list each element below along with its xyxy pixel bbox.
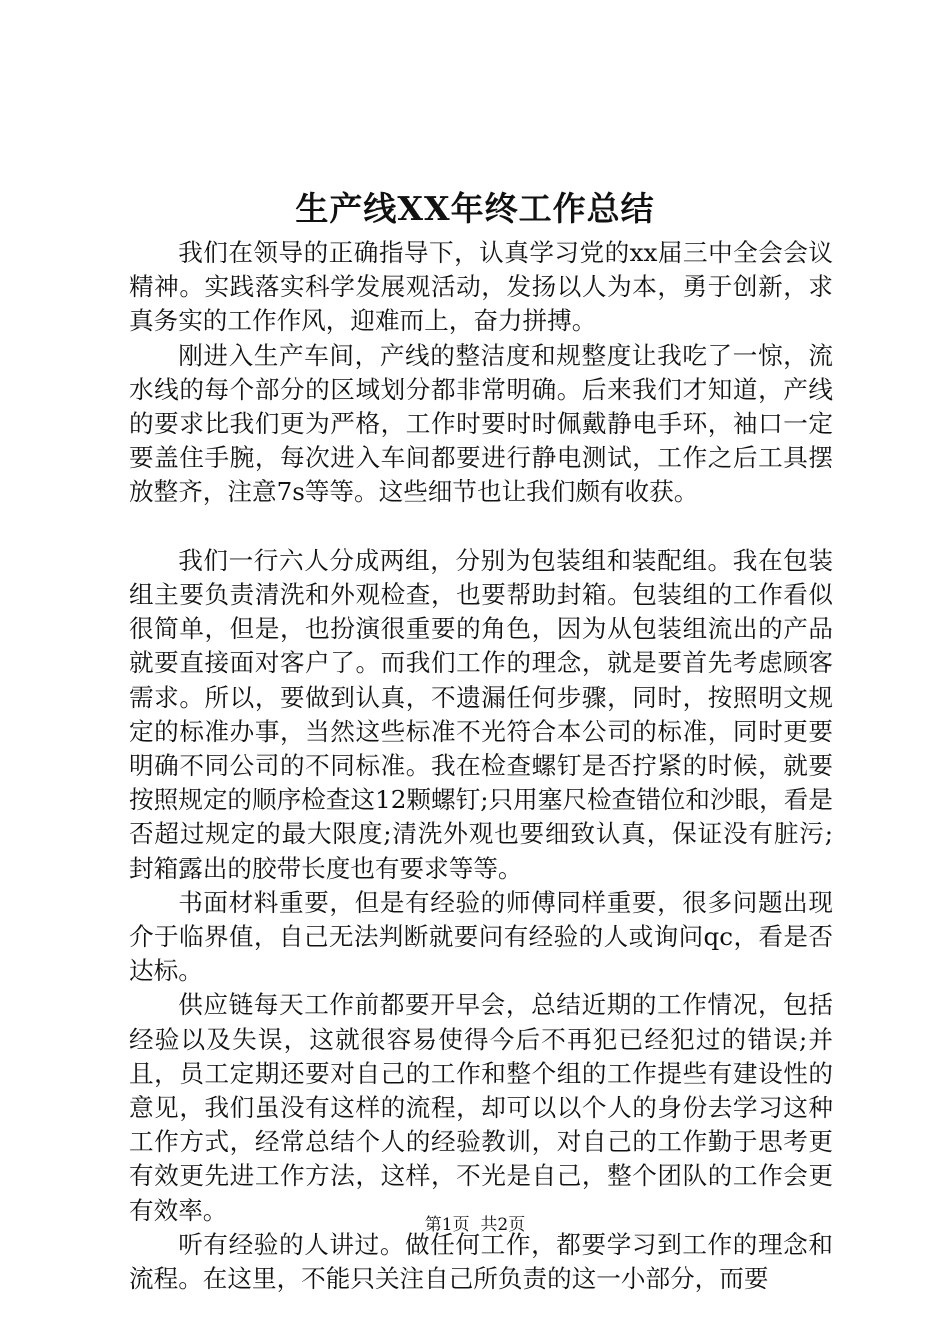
paragraph-5: 供应链每天工作前都要开早会，总结近期的工作情况，包括经验以及失误，这就很容易使得今后不再犯已经犯过的错误;并且，员工定期还要对自己的工作和整个组的工作提些有建设性的意见，我们虽没有这样的流程，却可以以个人的身份去学习这种工作方式，经常总结个人的经验教训，对自己的工作勤于思考更有效更先进工作方法，这样，不光是自己，整个团队的工作会更有效率。 (129, 990, 833, 1225)
paragraph-1: 我们在领导的正确指导下，认真学习党的xx届三中全会会议精神。实践落实科学发展观活动，发扬以人为本，勇于创新，求真务实的工作作风，迎难而上，奋力拼搏。 (129, 238, 833, 336)
paragraph-3: 我们一行六人分成两组，分别为包装组和装配组。我在包装组主要负责清洗和外观检查，也要帮助封箱。包装组的工作看似很简单，但是，也扮演很重要的角色，因为从包装组流出的产品就要直接面对客户了。而我们工作的理念，就是要首先考虑顾客需求。所以，要做到认真，不遗漏任何步骤，同时，按照明文规定的标准办事，当然这些标准不光符合本公司的标准，同时更要明确不同公司的不同标准。我在检查螺钉是否拧紧的时候，就要按照规定的顺序检查这12颗螺钉;只用塞尺检查错位和沙眼，看是否超过规定的最大限度;清洗外观也要细致认真，保证没有脏污;封箱露出的胶带长度也有要求等等。 (129, 545, 833, 883)
document-title: 生产线XX年终工作总结 (295, 189, 655, 228)
paragraph-4: 书面材料重要，但是有经验的师傅同样重要，很多问题出现介于临界值，自己无法判断就要问有经验的人或询问qc，看是否达标。 (129, 887, 833, 986)
paragraph-2: 刚进入生产车间，产线的整洁度和规整度让我吃了一惊，流水线的每个部分的区域划分都非常明确。后来我们才知道，产线的要求比我们更为严格，工作时要时时佩戴静电手环，袖口一定要盖住手腕，每次进入车间都要进行静电测试，工作之后工具摆放整齐，注意7s等等。这些细节也让我们颇有收获。 (129, 340, 833, 507)
page-footer: 第1页 共2页 (424, 1215, 526, 1235)
paragraph-6: 听有经验的人讲过。做任何工作，都要学习到工作的理念和流程。在这里，不能只关注自己所负责的这一小部分，而要 (129, 1229, 833, 1294)
document-body (129, 236, 833, 1296)
